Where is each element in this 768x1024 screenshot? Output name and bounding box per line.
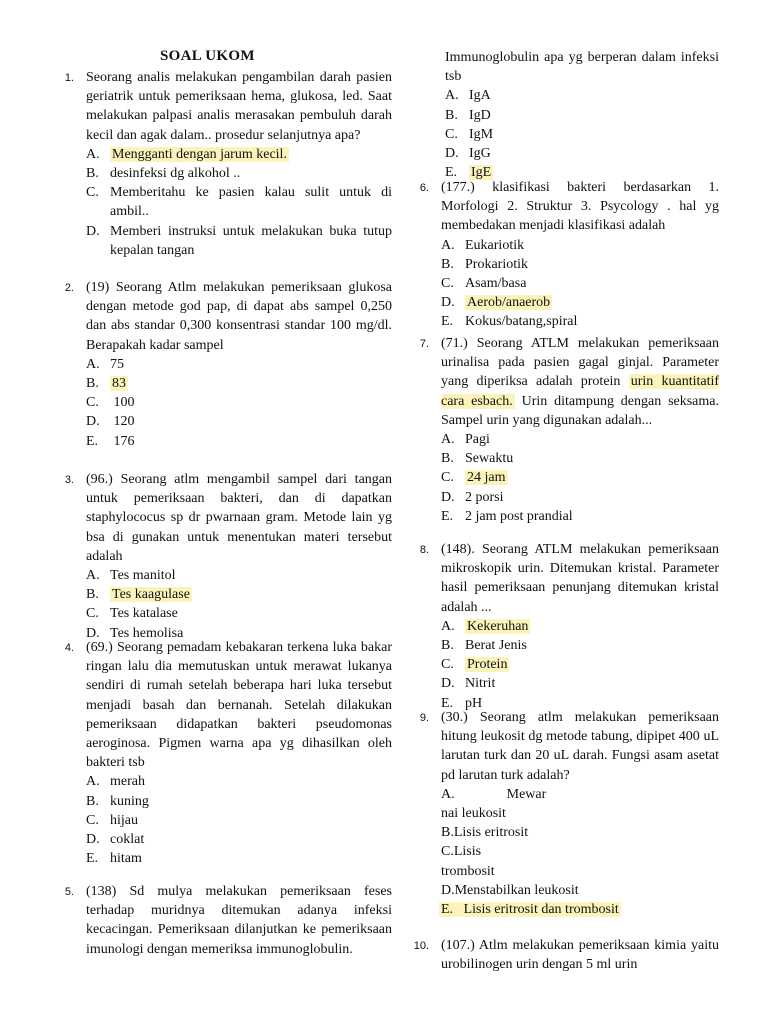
option-d: D. 2 porsi bbox=[441, 489, 504, 505]
option-c: C.Lisis bbox=[441, 844, 482, 860]
text-highlight: urin kuantitatif cara esbach. bbox=[441, 374, 720, 409]
option-e: E. 176 bbox=[86, 433, 135, 449]
option-list bbox=[86, 145, 392, 260]
option-e: E. pH bbox=[441, 695, 483, 711]
answer-highlight: Protein bbox=[467, 657, 508, 673]
answer-highlight: Tes kaagulase bbox=[112, 587, 190, 603]
option-b: B. 83 bbox=[86, 376, 126, 392]
question-8 bbox=[411, 540, 719, 713]
option-a: A. Kekeruhan bbox=[441, 618, 529, 634]
option-c: C. IgM bbox=[445, 126, 494, 142]
option-a: A. IgA bbox=[445, 88, 491, 104]
option-e: E. hitam bbox=[86, 851, 142, 867]
option-a: A. merah bbox=[86, 774, 145, 790]
option-c: C. 100 bbox=[86, 395, 135, 411]
option-c-wrap: trombosit bbox=[441, 863, 495, 879]
question-4 bbox=[56, 638, 392, 868]
option-e: E. IgE bbox=[445, 165, 492, 181]
option-a: A. Tes manitol bbox=[86, 568, 176, 584]
option-b: B. IgD bbox=[445, 107, 491, 123]
option-c: C. Memberitahu ke pasien kalau sulit untuk di ambil.. bbox=[86, 185, 392, 220]
question-text: (96.) Seorang atlm mengambil sampel dari tangan untuk pemeriksaan bakteri, dan di dapatkan staphylococus sp dr pwarnaan gram. Metode lain yg bsa di gunakan untuk menentukan materi tersebut adalah bbox=[86, 472, 392, 564]
option-d: D. IgG bbox=[445, 146, 491, 162]
question-text: (19) Seorang Atlm melakukan pemeriksaan glukosa dengan metode god pap, di dapat abs sampel 0,250 dan abs standar 0,300 konsentrasi standar 100 mg/dl. Berapakah kadar sampel bbox=[86, 280, 392, 353]
answer-highlight: IgE bbox=[471, 165, 492, 181]
option-e bbox=[439, 900, 719, 919]
option-c: C. 24 jam bbox=[441, 470, 506, 486]
question-7 bbox=[411, 334, 719, 526]
question-text: (177.) klasifikasi bakteri berdasarkan 1. Morfologi 2. Struktur 3. Psycology . hal yg membedakan menjadi klasifikasi adalah bbox=[441, 180, 719, 234]
answer-highlight: 83 bbox=[112, 376, 126, 392]
question-text: Seorang analis melakukan pengambilan darah pasien geriatrik untuk pemeriksaan hema, glukosa, led. Saat melakukan palpasi analis merasakan pembuluh darah kecil dan agak dalam.. prosedur selanjutnya apa? bbox=[86, 70, 392, 143]
answer-highlight: Aerob/anaerob bbox=[467, 295, 551, 311]
question-number: 3. bbox=[64, 474, 74, 486]
option-list bbox=[86, 566, 392, 643]
answer-highlight: Kekeruhan bbox=[467, 618, 529, 634]
question-3 bbox=[56, 470, 392, 643]
question-text: (69.) Seorang pemadam kebakaran terkena luka bakar ringan lalu dia memutuskan untuk merawat lukanya sendiri di rumah setelah beberapa hari luka tersebut menjadi basah dan bernanah. Setelah dilakukan pemeriksaan didapatkan bakteri pseudomonas aeroginosa. Pigmen warna apa yg dihasilkan oleh bakteri tsb bbox=[86, 640, 392, 771]
option-b: B. Berat Jenis bbox=[441, 638, 527, 654]
question-5 bbox=[56, 882, 392, 959]
option-list bbox=[441, 430, 719, 526]
option-list bbox=[86, 772, 392, 868]
option-d: D. Nitrit bbox=[441, 676, 496, 692]
option-d: D. coklat bbox=[86, 832, 145, 848]
option-d: D. 120 bbox=[86, 414, 135, 430]
question-text: (107.) Atlm melakukan pemeriksaan kimia yaitu urobilinogen urin dengan 5 ml urin bbox=[441, 938, 719, 973]
question-text: (30.) Seorang atlm melakukan pemeriksaan hitung leukosit dg metode tabung, dipipet 400 uL larutan turk dan 20 uL darah. Fungsi asam asetat pd larutan turk adalah? bbox=[441, 710, 719, 783]
option-a: A. 75 bbox=[86, 356, 124, 372]
question-number: 7. bbox=[419, 338, 429, 350]
question-6 bbox=[411, 178, 719, 332]
answer-highlight: 24 jam bbox=[467, 470, 506, 486]
option-list bbox=[441, 236, 719, 332]
option-d: D. Memberi instruksi untuk melakukan buka tutup kepalan tangan bbox=[86, 223, 392, 258]
option-b: B. Prokariotik bbox=[441, 256, 528, 272]
option-a: A. Pagi bbox=[441, 432, 490, 448]
question-number: 4. bbox=[64, 642, 74, 654]
option-c: C. Tes katalase bbox=[86, 606, 178, 622]
option-e: E. 2 jam post prandial bbox=[441, 508, 573, 524]
option-c: C. Protein bbox=[441, 657, 508, 673]
question-number: 10. bbox=[413, 940, 429, 952]
option-b: B. kuning bbox=[86, 793, 149, 809]
question-10 bbox=[411, 936, 719, 974]
answer-highlight: Mengganti dengan jarum kecil. bbox=[112, 146, 287, 162]
question-number: 8. bbox=[419, 544, 429, 556]
question-text: (138) Sd mulya melakukan pemeriksaan feses terhadap muridnya ditemukan adanya infeksi kecacingan. Pemeriksaan dilanjutkan ke pemeriksaan imunologi dengan memeriksa immunoglobulin. bbox=[86, 884, 392, 957]
option-list bbox=[86, 355, 392, 451]
question-number: 5. bbox=[64, 886, 74, 898]
question-2 bbox=[56, 278, 392, 451]
page-title: SOAL UKOM bbox=[160, 48, 255, 64]
question-number: 1. bbox=[64, 72, 74, 84]
question-number: 2. bbox=[64, 282, 74, 294]
question-5-continuation bbox=[411, 48, 719, 182]
question-9 bbox=[411, 708, 719, 919]
option-b: B. desinfeksi dg alkohol .. bbox=[86, 166, 241, 182]
option-c: C. hijau bbox=[86, 812, 138, 828]
answer-highlight: E. Lisis eritrosit dan trombosit bbox=[441, 902, 619, 918]
option-e: E. Kokus/batang,spiral bbox=[441, 314, 578, 330]
option-a-wrap: nai leukosit bbox=[441, 806, 506, 822]
question-text: Immunoglobulin apa yg berperan dalam infeksi tsb bbox=[445, 50, 719, 85]
option-a: A. Mengganti dengan jarum kecil. bbox=[86, 146, 287, 162]
option-b: B. Sewaktu bbox=[441, 451, 514, 467]
option-list bbox=[445, 86, 719, 182]
question-1 bbox=[56, 68, 392, 260]
option-b: B.Lisis eritrosit bbox=[441, 825, 529, 841]
question-number: 6. bbox=[419, 182, 429, 194]
option-d: D. Tes hemolisa bbox=[86, 625, 184, 641]
option-b: B. Tes kaagulase bbox=[86, 587, 190, 603]
option-a: A. Eukariotik bbox=[441, 237, 525, 253]
question-text: (71.) Seorang ATLM melakukan pemeriksaan urinalisa pada pasien gagal ginjal. Parameter yang diperiksa adalah protein urin kuantitatif cara esbach. Urin ditampung dengan seksama. Sampel urin yang digunakan adalah... bbox=[441, 336, 720, 428]
option-d: D.Menstabilkan leukosit bbox=[441, 882, 579, 898]
option-d: D. Aerob/anaerob bbox=[441, 295, 551, 311]
option-a: A. Mewar bbox=[441, 786, 547, 802]
question-number: 9. bbox=[419, 712, 429, 724]
option-list bbox=[441, 617, 719, 713]
option-c: C. Asam/basa bbox=[441, 276, 527, 292]
question-text: (148). Seorang ATLM melakukan pemeriksaan mikroskopik urin. Ditemukan kristal. Parameter hasil pemeriksaan penunjang ditemukan kristal adalah ... bbox=[441, 542, 719, 615]
